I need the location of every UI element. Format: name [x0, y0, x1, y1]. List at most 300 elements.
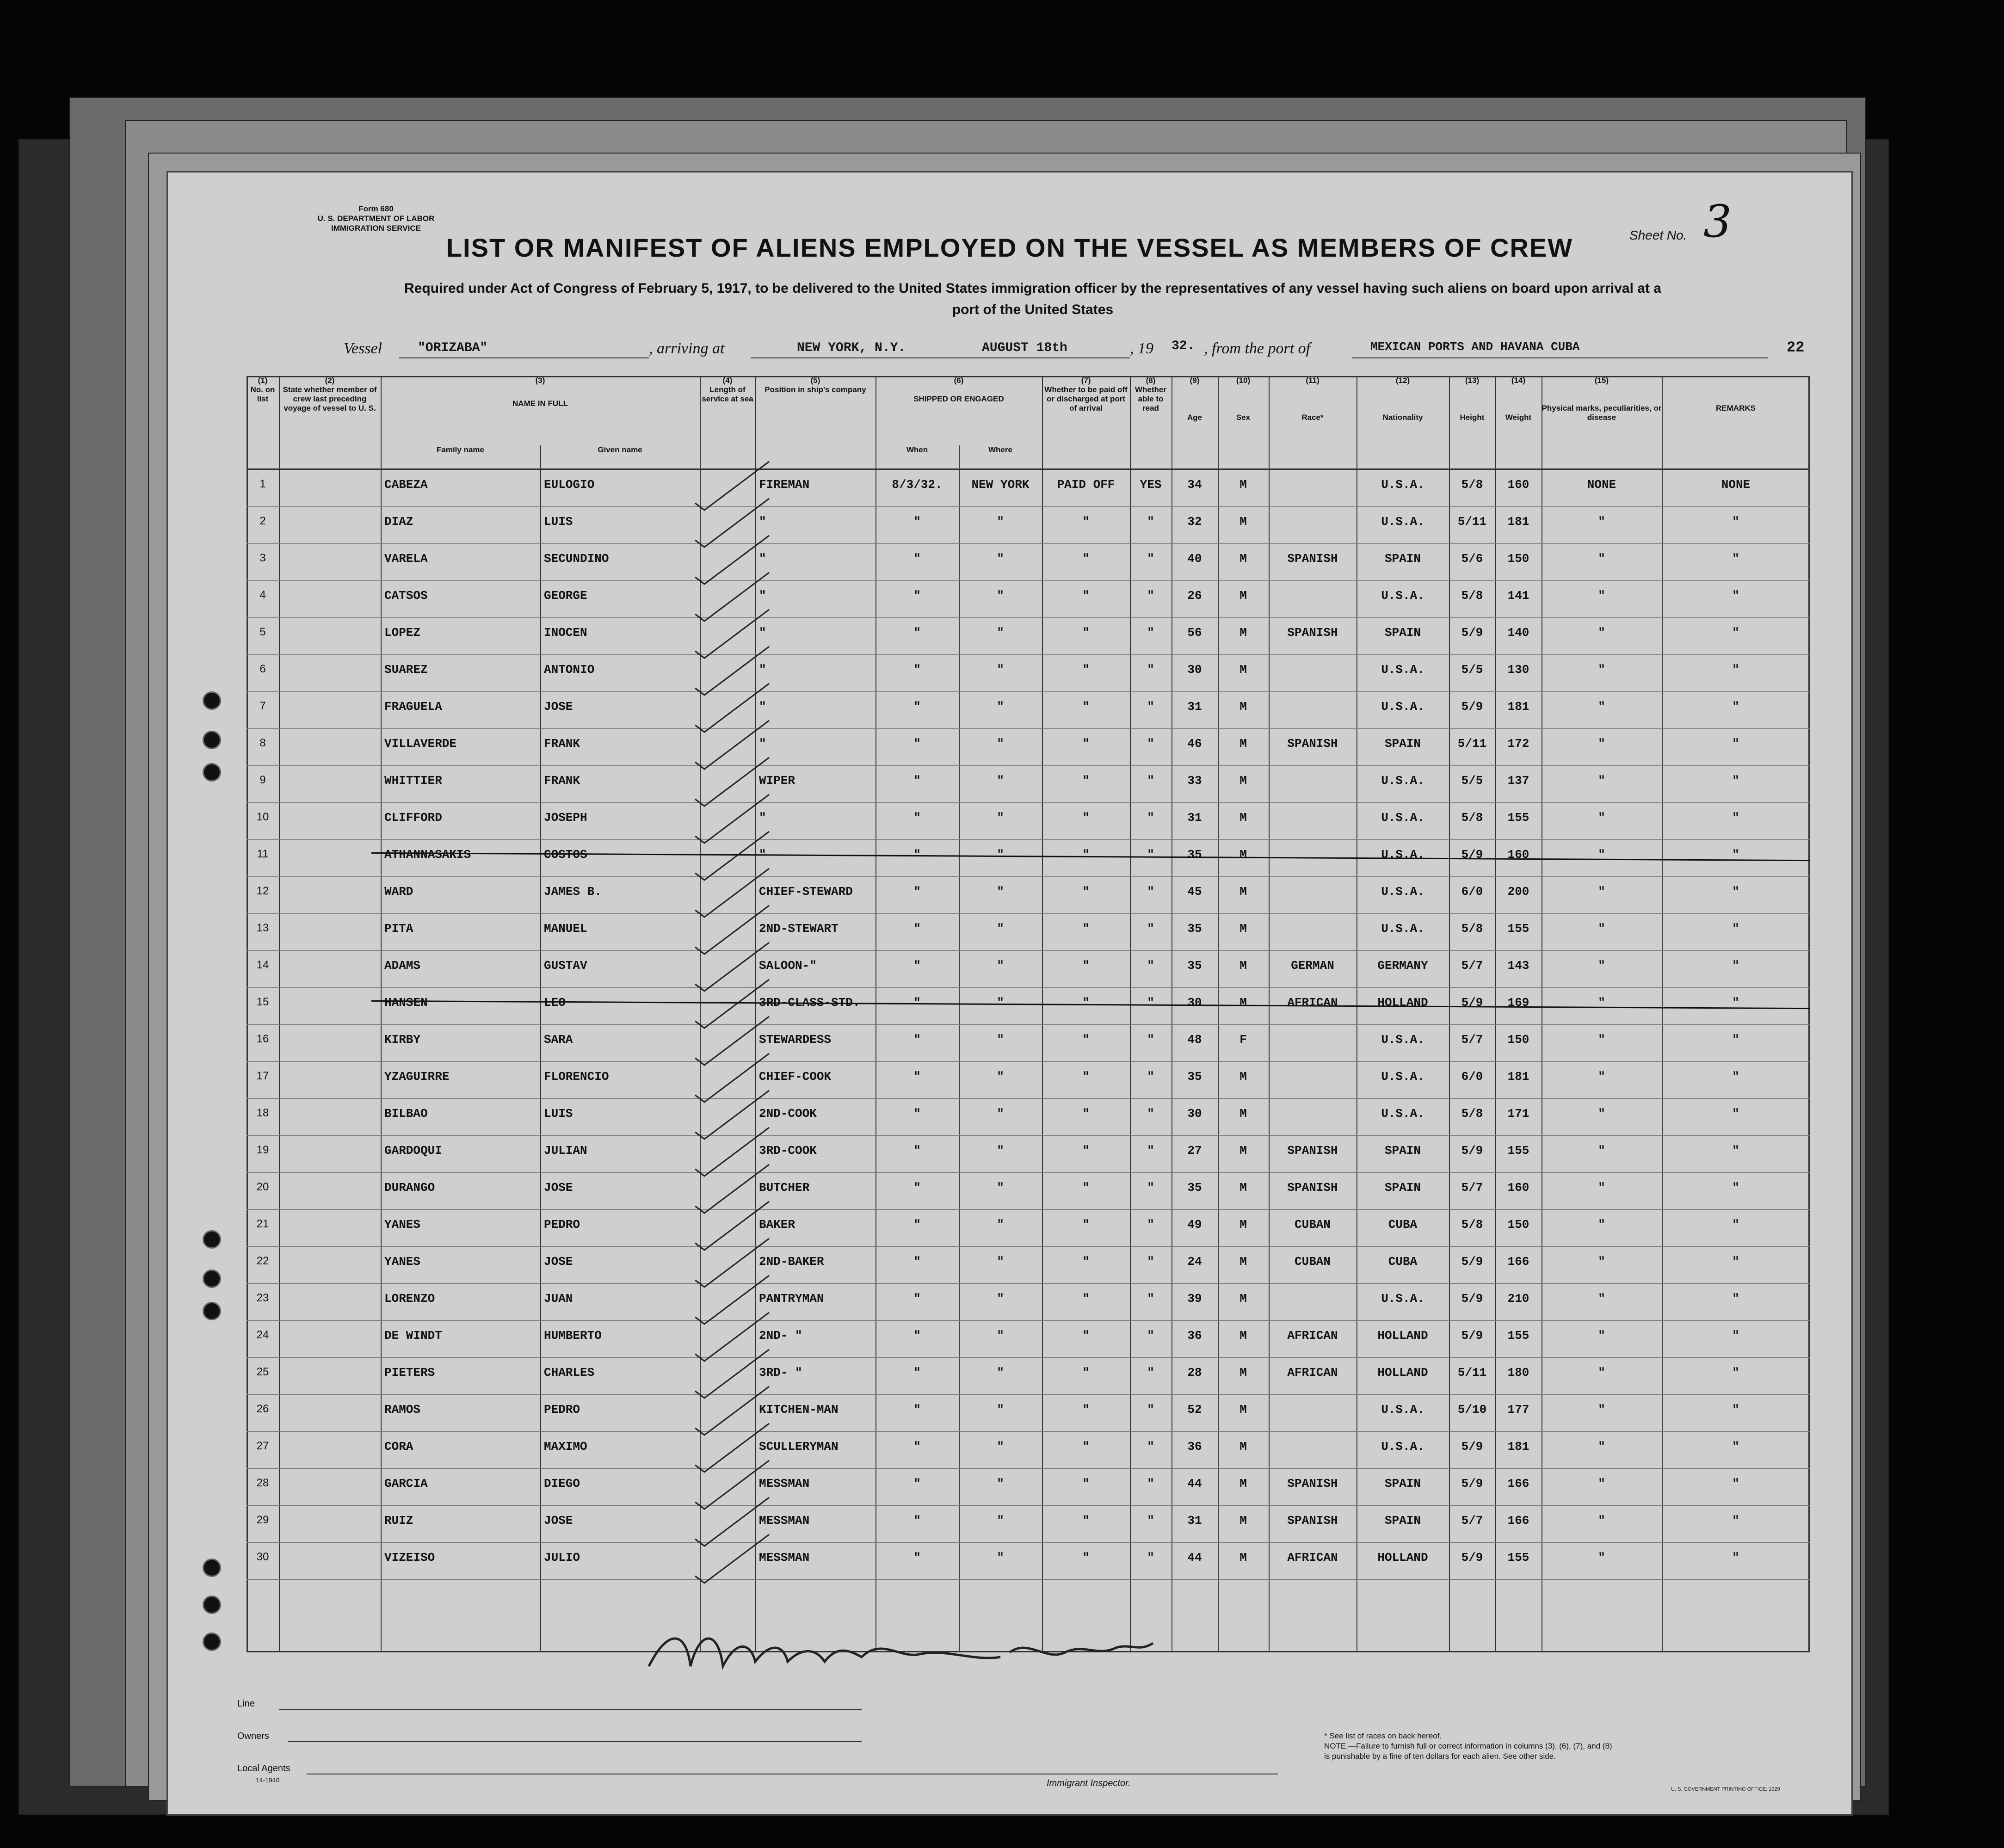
- cell-height: 5/9: [1461, 626, 1483, 640]
- cell-remarks: ": [1732, 700, 1739, 714]
- cell-row-number: 26: [256, 1403, 269, 1415]
- cell-row-number: 12: [256, 885, 269, 897]
- cell-physical-marks: ": [1598, 848, 1605, 862]
- cell-able-to-read: ": [1147, 515, 1154, 529]
- cell-weight: 160: [1507, 1181, 1529, 1195]
- cell-position: CHIEF-STEWARD: [759, 885, 853, 899]
- cell-able-to-read: ": [1147, 1218, 1154, 1232]
- cell-paid-off: ": [1082, 811, 1090, 825]
- col-header-physical-marks: (15) Physical marks, peculiarities, or disease: [1542, 376, 1663, 468]
- cell-able-to-read: ": [1147, 626, 1154, 640]
- cell-shipped-when: ": [913, 1144, 921, 1158]
- col-header-name: (3) NAME IN FULL Family name Given name: [381, 376, 701, 468]
- cell-shipped-when: 8/3/32.: [892, 478, 943, 492]
- cell-given-name: JOSE: [544, 1514, 573, 1528]
- service-name: IMMIGRATION SERVICE: [331, 224, 421, 233]
- cell-row-number: 3: [259, 552, 266, 564]
- cell-position: ": [759, 811, 766, 825]
- cell-family-name: YZAGUIRRE: [384, 1070, 450, 1084]
- check-mark-icon: [691, 1532, 774, 1588]
- cell-given-name: LUIS: [544, 1107, 573, 1121]
- cell-family-name: RAMOS: [384, 1403, 421, 1417]
- cell-row-number: 18: [256, 1107, 269, 1119]
- cell-sex: M: [1239, 848, 1247, 862]
- cell-sex: M: [1239, 700, 1247, 714]
- cell-height: 5/8: [1461, 1218, 1483, 1232]
- cell-shipped-when: ": [913, 1366, 921, 1380]
- cell-shipped-when: ": [913, 885, 921, 899]
- cell-nationality: SPAIN: [1384, 626, 1421, 640]
- page-number: 22: [1787, 339, 1805, 356]
- cell-position: MESSMAN: [759, 1477, 810, 1491]
- vessel-label: Vessel: [344, 340, 382, 357]
- cell-physical-marks: NONE: [1587, 478, 1616, 492]
- cell-physical-marks: ": [1598, 1107, 1605, 1121]
- cell-paid-off: PAID OFF: [1057, 478, 1115, 492]
- cell-row-number: 21: [256, 1218, 269, 1230]
- cell-sex: M: [1239, 1181, 1247, 1195]
- departure-port: MEXICAN PORTS AND HAVANA CUBA: [1370, 340, 1580, 354]
- col-header-shipped: (6) SHIPPED OR ENGAGED When Where: [876, 376, 1043, 468]
- cell-remarks: ": [1732, 1181, 1739, 1195]
- cell-paid-off: ": [1082, 1181, 1090, 1195]
- cell-shipped-where: ": [997, 1070, 1004, 1084]
- cell-row-number: 16: [256, 1033, 269, 1045]
- cell-shipped-when: ": [913, 1477, 921, 1491]
- cell-age: 35: [1187, 848, 1202, 862]
- cell-position: ": [759, 848, 766, 862]
- cell-sex: M: [1239, 959, 1247, 973]
- cell-remarks: ": [1732, 885, 1739, 899]
- cell-family-name: BILBAO: [384, 1107, 428, 1121]
- cell-family-name: HANSEN: [384, 996, 428, 1010]
- crew-table: [247, 376, 1810, 1652]
- cell-sex: M: [1239, 774, 1247, 788]
- cell-able-to-read: ": [1147, 1440, 1154, 1454]
- cell-given-name: PEDRO: [544, 1218, 580, 1232]
- cell-weight: 180: [1507, 1366, 1529, 1380]
- cell-nationality: CUBA: [1388, 1218, 1418, 1232]
- cell-remarks: ": [1732, 959, 1739, 973]
- cell-age: 30: [1187, 663, 1202, 677]
- cell-nationality: HOLLAND: [1377, 1366, 1428, 1380]
- from-port-label: , from the port of: [1204, 340, 1311, 357]
- cell-position: STEWARDESS: [759, 1033, 832, 1047]
- cell-nationality: U.S.A.: [1381, 1107, 1424, 1121]
- cell-shipped-when: ": [913, 1033, 921, 1047]
- cell-age: 27: [1187, 1144, 1202, 1158]
- cell-given-name: EULOGIO: [544, 478, 595, 492]
- cell-given-name: JOSE: [544, 1181, 573, 1195]
- cell-height: 5/8: [1461, 478, 1483, 492]
- cell-height: 5/9: [1461, 1292, 1483, 1306]
- cell-age: 56: [1187, 626, 1202, 640]
- cell-physical-marks: ": [1598, 1440, 1605, 1454]
- cell-position: BAKER: [759, 1218, 795, 1232]
- cell-sex: M: [1239, 1514, 1247, 1528]
- cell-paid-off: ": [1082, 1440, 1090, 1454]
- printer-imprint: U. S. GOVERNMENT PRINTING OFFICE: 1929: [1671, 1786, 1780, 1792]
- cell-able-to-read: ": [1147, 1551, 1154, 1565]
- cell-shipped-when: ": [913, 1181, 921, 1195]
- cell-shipped-where: ": [997, 848, 1004, 862]
- cell-race: AFRICAN: [1287, 996, 1338, 1010]
- cell-shipped-when: ": [913, 1070, 921, 1084]
- cell-nationality: U.S.A.: [1381, 589, 1424, 603]
- cell-remarks: ": [1732, 1107, 1739, 1121]
- cell-paid-off: ": [1082, 1107, 1090, 1121]
- cell-shipped-when: ": [913, 589, 921, 603]
- cell-physical-marks: ": [1598, 959, 1605, 973]
- cell-remarks: ": [1732, 552, 1739, 566]
- cell-height: 5/9: [1461, 1440, 1483, 1454]
- cell-physical-marks: ": [1598, 1033, 1605, 1047]
- cell-able-to-read: ": [1147, 700, 1154, 714]
- cell-paid-off: ": [1082, 589, 1090, 603]
- cell-given-name: CHARLES: [544, 1366, 595, 1380]
- cell-family-name: LORENZO: [384, 1292, 435, 1306]
- cell-given-name: HUMBERTO: [544, 1329, 602, 1343]
- cell-row-number: 4: [259, 589, 266, 601]
- cell-nationality: U.S.A.: [1381, 774, 1424, 788]
- cell-shipped-where: ": [997, 700, 1004, 714]
- arrival-date: AUGUST 18th: [982, 341, 1067, 355]
- cell-height: 6/0: [1461, 1070, 1483, 1084]
- cell-nationality: HOLLAND: [1377, 1551, 1428, 1565]
- cell-age: 35: [1187, 1181, 1202, 1195]
- cell-shipped-when: ": [913, 1440, 921, 1454]
- cell-weight: 181: [1507, 1440, 1529, 1454]
- cell-nationality: SPAIN: [1384, 1514, 1421, 1528]
- cell-shipped-when: ": [913, 959, 921, 973]
- cell-able-to-read: ": [1147, 1514, 1154, 1528]
- cell-age: 35: [1187, 1070, 1202, 1084]
- cell-age: 32: [1187, 515, 1202, 529]
- cell-physical-marks: ": [1598, 1403, 1605, 1417]
- cell-height: 5/8: [1461, 1107, 1483, 1121]
- cell-age: 35: [1187, 922, 1202, 936]
- cell-position: ": [759, 515, 766, 529]
- cell-physical-marks: ": [1598, 1551, 1605, 1565]
- cell-remarks: ": [1732, 1551, 1739, 1565]
- cell-given-name: INOCEN: [544, 626, 587, 640]
- cell-paid-off: ": [1082, 1033, 1090, 1047]
- cell-age: 46: [1187, 737, 1202, 751]
- cell-nationality: U.S.A.: [1381, 478, 1424, 492]
- cell-row-number: 27: [256, 1440, 269, 1452]
- cell-shipped-when: ": [913, 774, 921, 788]
- cell-race: GERMAN: [1291, 959, 1334, 973]
- cell-weight: 150: [1507, 1033, 1529, 1047]
- cell-paid-off: ": [1082, 626, 1090, 640]
- document-title: LIST OR MANIFEST OF ALIENS EMPLOYED ON THE VESSEL AS MEMBERS OF CREW: [446, 233, 1573, 262]
- subtitle-line-2: port of the United States: [952, 302, 1114, 317]
- cell-able-to-read: ": [1147, 1366, 1154, 1380]
- cell-sex: M: [1239, 922, 1247, 936]
- col-header-length-service: (4) Length of service at sea: [700, 376, 756, 468]
- cell-race: CUBAN: [1294, 1218, 1331, 1232]
- cell-position: MESSMAN: [759, 1514, 810, 1528]
- cell-given-name: ANTONIO: [544, 663, 595, 677]
- cell-height: 5/11: [1457, 515, 1487, 529]
- cell-physical-marks: ": [1598, 663, 1605, 677]
- cell-remarks: ": [1732, 1477, 1739, 1491]
- cell-position: ": [759, 552, 766, 566]
- penalty-note-cont: is punishable by a fine of ten dollars for each alien. See other side.: [1324, 1752, 1556, 1761]
- cell-row-number: 13: [256, 922, 269, 934]
- cell-row-number: 10: [256, 811, 269, 823]
- cell-paid-off: ": [1082, 922, 1090, 936]
- cell-shipped-when: ": [913, 811, 921, 825]
- footer-notes: [1324, 1731, 1612, 1762]
- cell-paid-off: ": [1082, 1329, 1090, 1343]
- cell-family-name: VILLAVERDE: [384, 737, 457, 751]
- cell-able-to-read: ": [1147, 1070, 1154, 1084]
- cell-weight: 200: [1507, 885, 1529, 899]
- cell-shipped-when: ": [913, 996, 921, 1010]
- cell-nationality: GERMANY: [1377, 959, 1428, 973]
- cell-paid-off: ": [1082, 737, 1090, 751]
- cell-position: 2ND- ": [759, 1329, 802, 1343]
- cell-remarks: ": [1732, 515, 1739, 529]
- cell-physical-marks: ": [1598, 515, 1605, 529]
- cell-age: 31: [1187, 700, 1202, 714]
- cell-weight: 171: [1507, 1107, 1529, 1121]
- cell-paid-off: ": [1082, 1255, 1090, 1269]
- cell-race: SPANISH: [1287, 737, 1338, 751]
- col-header-read: (8) Whether able to read: [1130, 376, 1172, 468]
- cell-row-number: 25: [256, 1366, 269, 1378]
- cell-paid-off: ": [1082, 1514, 1090, 1528]
- cell-paid-off: ": [1082, 1218, 1090, 1232]
- cell-remarks: ": [1732, 1329, 1739, 1343]
- cell-shipped-where: ": [997, 1403, 1004, 1417]
- cell-remarks: ": [1732, 626, 1739, 640]
- cell-physical-marks: ": [1598, 626, 1605, 640]
- cell-sex: M: [1239, 1292, 1247, 1306]
- cell-height: 5/9: [1461, 848, 1483, 862]
- cell-paid-off: ": [1082, 1403, 1090, 1417]
- cell-weight: 155: [1507, 1329, 1529, 1343]
- cell-shipped-where: ": [997, 1181, 1004, 1195]
- cell-shipped-where: ": [997, 663, 1004, 677]
- cell-able-to-read: ": [1147, 1292, 1154, 1306]
- cell-given-name: JOSE: [544, 1255, 573, 1269]
- cell-race: AFRICAN: [1287, 1551, 1338, 1565]
- cell-weight: 141: [1507, 589, 1529, 603]
- cell-given-name: LUIS: [544, 515, 573, 529]
- cell-paid-off: ": [1082, 848, 1090, 862]
- cell-weight: 210: [1507, 1292, 1529, 1306]
- cell-given-name: JUAN: [544, 1292, 573, 1306]
- cell-sex: M: [1239, 552, 1247, 566]
- penalty-note: NOTE.—Failure to furnish full or correct information in columns (3), (6), (7), and (8): [1324, 1742, 1612, 1750]
- cell-height: 5/7: [1461, 1033, 1483, 1047]
- cell-row-number: 29: [256, 1514, 269, 1526]
- cell-shipped-where: ": [997, 996, 1004, 1010]
- cell-given-name: JOSEPH: [544, 811, 587, 825]
- cell-given-name: JAMES B.: [544, 885, 602, 899]
- cell-shipped-where: ": [997, 922, 1004, 936]
- manifest-sheet: [166, 171, 1853, 1816]
- cell-able-to-read: ": [1147, 1107, 1154, 1121]
- cell-row-number: 11: [257, 848, 269, 860]
- cell-given-name: JULIO: [544, 1551, 580, 1565]
- cell-age: 35: [1187, 959, 1202, 973]
- cell-age: 24: [1187, 1255, 1202, 1269]
- col-header-nationality: (12) Nationality: [1357, 376, 1450, 468]
- cell-physical-marks: ": [1598, 922, 1605, 936]
- cell-able-to-read: ": [1147, 663, 1154, 677]
- cell-height: 5/5: [1461, 663, 1483, 677]
- cell-sex: M: [1239, 589, 1247, 603]
- cell-shipped-where: ": [997, 1514, 1004, 1528]
- cell-remarks: ": [1732, 1255, 1739, 1269]
- cell-able-to-read: ": [1147, 848, 1154, 862]
- cell-family-name: DIAZ: [384, 515, 413, 529]
- cell-sex: M: [1239, 1144, 1247, 1158]
- cell-sex: M: [1239, 1070, 1247, 1084]
- cell-family-name: CABEZA: [384, 478, 428, 492]
- cell-shipped-when: ": [913, 1514, 921, 1528]
- cell-position: 3RD-COOK: [759, 1144, 817, 1158]
- cell-position: ": [759, 737, 766, 751]
- cell-shipped-where: ": [997, 1255, 1004, 1269]
- cell-age: 33: [1187, 774, 1202, 788]
- cell-family-name: YANES: [384, 1255, 421, 1269]
- cell-physical-marks: ": [1598, 1181, 1605, 1195]
- cell-height: 5/11: [1457, 1366, 1487, 1380]
- cell-race: AFRICAN: [1287, 1366, 1338, 1380]
- cell-weight: 166: [1507, 1255, 1529, 1269]
- cell-given-name: DIEGO: [544, 1477, 580, 1491]
- cell-race: SPANISH: [1287, 1514, 1338, 1528]
- cell-age: 36: [1187, 1329, 1202, 1343]
- cell-shipped-when: ": [913, 737, 921, 751]
- cell-able-to-read: ": [1147, 885, 1154, 899]
- cell-weight: 137: [1507, 774, 1529, 788]
- cell-nationality: U.S.A.: [1381, 1292, 1424, 1306]
- cell-given-name: MAXIMO: [544, 1440, 587, 1454]
- cell-row-number: 14: [256, 959, 269, 971]
- subtitle-line-1: Required under Act of Congress of February 5, 1917, to be delivered to the United States immigration officer by the representatives of any vessel having such aliens on board upon arrival at a: [404, 281, 1661, 296]
- cell-able-to-read: ": [1147, 996, 1154, 1010]
- owners-label: Owners: [237, 1731, 269, 1741]
- cell-paid-off: ": [1082, 1144, 1090, 1158]
- cell-position: BUTCHER: [759, 1181, 810, 1195]
- cell-age: 44: [1187, 1551, 1202, 1565]
- cell-given-name: FRANK: [544, 737, 580, 751]
- cell-physical-marks: ": [1598, 774, 1605, 788]
- cell-nationality: U.S.A.: [1381, 1033, 1424, 1047]
- cell-position: SCULLERYMAN: [759, 1440, 839, 1454]
- cell-row-number: 15: [256, 996, 269, 1008]
- cell-nationality: HOLLAND: [1377, 996, 1428, 1010]
- cell-race: AFRICAN: [1287, 1329, 1338, 1343]
- cell-position: 3RD-CLASS-STD.: [759, 996, 860, 1010]
- cell-nationality: U.S.A.: [1381, 1403, 1424, 1417]
- cell-paid-off: ": [1082, 996, 1090, 1010]
- binder-hole: [203, 1558, 221, 1577]
- cell-paid-off: ": [1082, 1477, 1090, 1491]
- sheet-number-label: Sheet No.: [1629, 228, 1687, 242]
- local-agents-label: Local Agents: [237, 1763, 290, 1774]
- cell-row-number: 7: [259, 700, 266, 712]
- cell-sex: M: [1239, 663, 1247, 677]
- cell-position: 2ND-COOK: [759, 1107, 817, 1121]
- cell-given-name: LEO: [544, 996, 566, 1010]
- cell-able-to-read: ": [1147, 811, 1154, 825]
- cell-physical-marks: ": [1598, 1218, 1605, 1232]
- cell-sex: M: [1239, 626, 1247, 640]
- cell-height: 5/9: [1461, 1329, 1483, 1343]
- cell-shipped-where: ": [997, 626, 1004, 640]
- cell-nationality: U.S.A.: [1381, 663, 1424, 677]
- cell-shipped-when: ": [913, 515, 921, 529]
- cell-physical-marks: ": [1598, 885, 1605, 899]
- cell-age: 45: [1187, 885, 1202, 899]
- cell-remarks: ": [1732, 589, 1739, 603]
- inspector-label: Immigrant Inspector.: [1047, 1778, 1131, 1788]
- cell-shipped-where: ": [997, 1144, 1004, 1158]
- cell-weight: 150: [1507, 1218, 1529, 1232]
- cell-position: ": [759, 663, 766, 677]
- col-header-weight: (14) Weight: [1495, 376, 1542, 468]
- cell-physical-marks: ": [1598, 1292, 1605, 1306]
- cell-sex: M: [1239, 1107, 1247, 1121]
- cell-weight: 169: [1507, 996, 1529, 1010]
- cell-physical-marks: ": [1598, 1477, 1605, 1491]
- cell-race: CUBAN: [1294, 1255, 1331, 1269]
- col-header-sex: (10) Sex: [1218, 376, 1270, 468]
- cell-shipped-where: ": [997, 774, 1004, 788]
- cell-age: 30: [1187, 1107, 1202, 1121]
- cell-nationality: HOLLAND: [1377, 1329, 1428, 1343]
- binder-hole: [203, 763, 221, 782]
- cell-weight: 143: [1507, 959, 1529, 973]
- cell-position: ": [759, 700, 766, 714]
- cell-sex: M: [1239, 1551, 1247, 1565]
- cell-race: SPANISH: [1287, 1477, 1338, 1491]
- cell-sex: M: [1239, 737, 1247, 751]
- cell-remarks: ": [1732, 1514, 1739, 1528]
- cell-able-to-read: ": [1147, 1329, 1154, 1343]
- cell-sex: M: [1239, 1329, 1247, 1343]
- cell-family-name: CLIFFORD: [384, 811, 442, 825]
- cell-shipped-where: ": [997, 589, 1004, 603]
- cell-row-number: 24: [256, 1329, 269, 1341]
- cell-remarks: ": [1732, 1403, 1739, 1417]
- cell-position: ": [759, 589, 766, 603]
- cell-family-name: FRAGUELA: [384, 700, 442, 714]
- cell-age: 40: [1187, 552, 1202, 566]
- cell-physical-marks: ": [1598, 552, 1605, 566]
- cell-able-to-read: ": [1147, 1477, 1154, 1491]
- cell-physical-marks: ": [1598, 1070, 1605, 1084]
- binder-hole: [203, 1269, 221, 1288]
- races-note: * See list of races on back hereof.: [1324, 1731, 1442, 1740]
- cell-nationality: CUBA: [1388, 1255, 1418, 1269]
- cell-age: 48: [1187, 1033, 1202, 1047]
- cell-able-to-read: ": [1147, 737, 1154, 751]
- cell-sex: M: [1239, 1255, 1247, 1269]
- cell-family-name: KIRBY: [384, 1033, 421, 1047]
- binder-hole: [203, 1632, 221, 1651]
- form-number: Form 680: [358, 204, 394, 213]
- cell-given-name: JULIAN: [544, 1144, 587, 1158]
- cell-height: 5/9: [1461, 996, 1483, 1010]
- cell-able-to-read: ": [1147, 1255, 1154, 1269]
